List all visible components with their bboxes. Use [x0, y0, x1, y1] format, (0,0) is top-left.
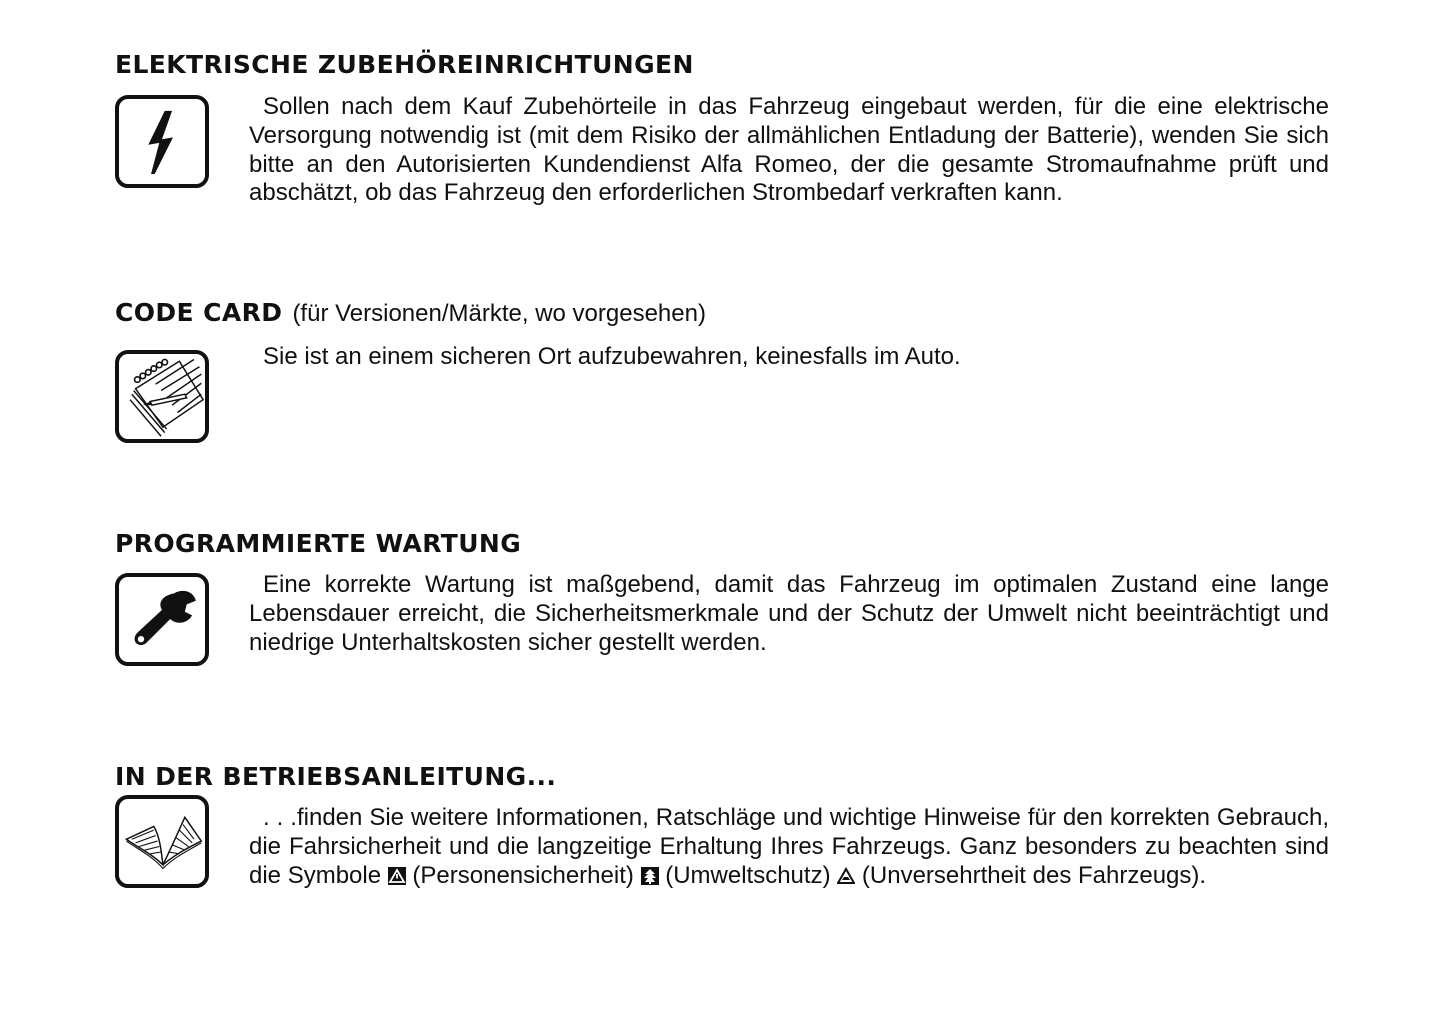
section-text — [249, 804, 1329, 890]
lightning-icon — [115, 95, 209, 188]
section-text: Sie ist an einem sicheren Ort aufzubewahren, keinesfalls im Auto. — [263, 343, 961, 370]
section-text: Sollen nach dem Kauf Zubehörteile in das Fahrzeug eingebaut werden, für die eine elektrische Versorgung notwendig ist (mit dem Risiko der allmählichen Entladung der Batterie), wenden Sie sich bitte an den Autorisierten Kundendienst Alfa Romeo, der die gesamte Stromaufnahme prüft und abschätzt, ob das Fahrzeug den erforderlichen Strombedarf verkraften kann. — [249, 93, 1329, 207]
section-heading: ELEKTRISCHE ZUBEHÖREINRICHTUNGEN — [115, 50, 694, 79]
wrench-icon — [115, 573, 209, 666]
section-title: CODE CARD — [115, 298, 283, 327]
section-heading: IN DER BETRIEBSANLEITUNG... — [115, 762, 557, 791]
section-heading: PROGRAMMIERTE WARTUNG — [115, 529, 522, 558]
environment-icon — [641, 867, 659, 885]
text-intro: . . .finden Sie weitere Informationen, Ratschläge und wichtige Hinweise für den korrekten Gebrauch, die Fahrsicherheit und die langzeitige Erhaltung Ihres Fahrzeugs. Ganz besonders zu beachten sind die Symbole — [249, 804, 1329, 889]
section-subtitle: (für Versionen/Märkte, wo vorgesehen) — [292, 300, 706, 327]
symbol-label-vehicle-integrity: (Unversehrtheit des Fahrzeugs). — [861, 861, 1207, 889]
person-safety-icon — [388, 867, 406, 885]
section-text: Eine korrekte Wartung ist maßgebend, damit das Fahrzeug im optimalen Zustand eine lange Lebensdauer erreicht, die Sicherheitsmerkmale und der Schutz der Umwelt nicht beeinträchtigt und niedrige Unterhaltskosten sicher gestellt werden. — [249, 571, 1329, 656]
open-book-icon — [115, 795, 209, 888]
symbol-label-environment: (Umweltschutz) — [665, 861, 831, 889]
section-heading — [115, 298, 706, 329]
vehicle-integrity-icon — [837, 867, 855, 885]
symbol-label-person-safety: (Personensicherheit) — [412, 861, 634, 889]
notepad-icon — [115, 350, 209, 443]
